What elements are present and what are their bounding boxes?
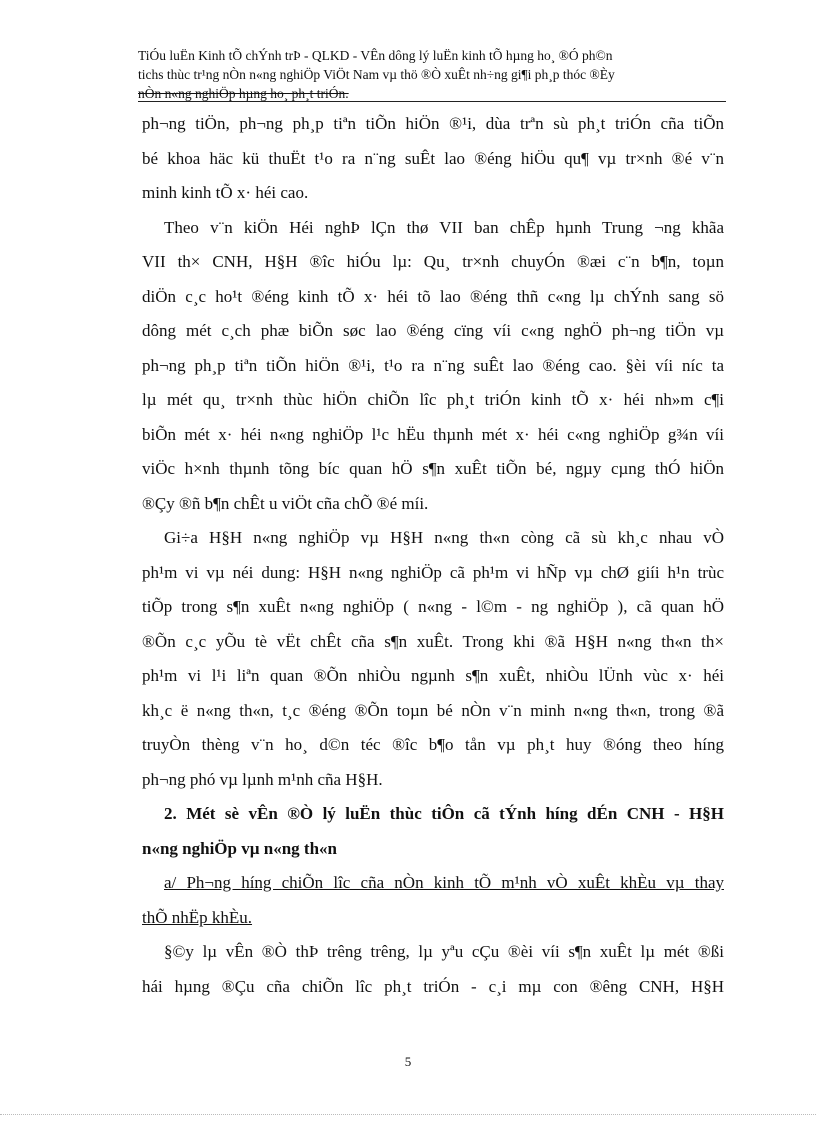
text-line: biÕn mét x· héi n«ng nghiÖp l¹c hËu thµnh mét x· héi c«ng nghiÖp g¾n víi <box>142 424 724 444</box>
text-line: diÖn c¸c ho¹t ®éng kinh tÕ x· héi tõ lao ®éng thñ c«ng lµ chÝnh sang sö <box>142 286 724 306</box>
text-line: ph¬ng tiÖn, ph¬ng ph¸p tiªn tiÕn hiÖn ®¹i, dùa trªn sù ph¸t triÓn cña tiÕn <box>142 114 724 133</box>
text-line: ph¹m vi l¹i liªn quan ®Õn nhiÒu ngµnh s¶n xuÊt, nhiÒu lÜnh vùc x· héi <box>142 666 724 685</box>
text-line: minh kinh tÕ x· héi cao. <box>142 183 309 202</box>
text-line: ph¹m vi vµ néi dung: H§H n«ng nghiÖp cã ph¹m vi hÑp vµ chØ giíi h¹n trùc <box>142 562 724 582</box>
text-line: ®Õn c¸c yÕu tè vËt chÊt cña s¶n xuÊt. Trong khi ®ã H§H n«ng th«n th× <box>142 631 724 651</box>
running-header <box>138 46 724 103</box>
header-line: tichs thùc tr¹ng nÒn n«ng nghiÖp ViÖt Nam vµ thö ®Ò xuÊt nh÷ng gi¶i ph¸p thóc ®Èy <box>138 67 615 82</box>
text-line: VII th× CNH, H§H ®îc hiÓu lµ: Qu¸ tr×nh chuyÓn ®æi c¨n b¶n, toµn <box>142 252 724 271</box>
text-line: Theo v¨n kiÖn Héi nghÞ lÇn thø VII ban chÊp hµnh Trung ¬ng khãa <box>164 217 724 237</box>
text-line: lµ mét qu¸ tr×nh thùc hiÖn chiÕn lîc ph¸t triÓn kinh tÕ x· héi nh»m c¶i <box>142 390 724 409</box>
paragraph-4 <box>142 935 724 1004</box>
text-line: bé khoa häc kü thuËt t¹o ra n¨ng suÊt lao ®éng hiÖu qu¶ vµ tr×nh ®é v¨n <box>142 148 724 168</box>
subheading-line: thÕ nhËp khÈu. <box>142 907 253 927</box>
page-number: 5 <box>404 1054 412 1069</box>
paragraph-2 <box>142 211 724 522</box>
text-line: hái hµng ®Çu cña chiÕn lîc ph¸t triÓn - c¸i mµ con ®êng CNH, H§H <box>142 976 724 996</box>
sub-heading <box>142 866 724 935</box>
footer-divider <box>0 1114 816 1115</box>
text-line: Gi÷a H§H n«ng nghiÖp vµ H§H n«ng th«n còng cã sù kh¸c nhau vÒ <box>164 528 724 547</box>
text-line: dông mét c¸ch phæ biÕn søc lao ®éng cïng víi c«ng nghÖ ph¬ng tiÖn vµ <box>142 321 724 340</box>
text-line: ph¬ng phó vµ lµnh m¹nh cña H§H. <box>142 769 383 789</box>
paragraph-1 <box>142 107 724 211</box>
header-line: nÒn n«ng nghiÖp hµng ho¸ ph¸t triÓn. <box>138 86 349 101</box>
text-line: ph¬ng ph¸p tiªn tiÕn hiÖn ®¹i, t¹o ra n¨ng suÊt lao ®éng cao. §èi víi níc ta <box>142 355 724 375</box>
subheading-line: a/ Ph¬ng híng chiÕn lîc cña nÒn kinh tÕ m¹nh vÒ xuÊt khÈu vµ thay <box>164 873 724 892</box>
heading-line: n«ng nghiÖp vµ n«ng th«n <box>142 838 337 858</box>
text-line: viÖc h×nh thµnh tõng bíc quan hÖ s¶n xuÊt tiÕn bé, ngµy cµng thÓ hiÖn <box>142 459 724 478</box>
header-line: TiÓu luËn Kinh tÕ chÝnh trÞ - QLKD - VÊn dông lý luËn kinh tÕ hµng ho¸ ®Ó ph©n <box>138 48 613 63</box>
text-line: tiÕp trong s¶n xuÊt n«ng nghiÖp ( n«ng - l©m - ng nghiÖp ), cã quan hÖ <box>142 597 724 616</box>
paragraph-3 <box>142 521 724 797</box>
section-heading <box>142 797 724 866</box>
heading-line: 2. Mét sè vÊn ®Ò lý luËn thùc tiÔn cã tÝnh híng dÉn CNH - H§H <box>164 804 724 823</box>
body-text <box>142 107 724 1004</box>
text-line: §©y lµ vÊn ®Ò thÞ trêng trêng, lµ yªu cÇu ®èi víi s¶n xuÊt lµ mét ®ßi <box>164 942 724 961</box>
text-line: truyÒn thèng v¨n ho¸ d©n téc ®îc b¶o tån vµ ph¸t huy ®óng theo híng <box>142 735 724 754</box>
text-line: ®Çy ®ñ b¶n chÊt u viÖt cña chÕ ®é míi. <box>142 493 429 513</box>
text-line: kh¸c ë n«ng th«n, t¸c ®éng ®Õn toµn bé nÒn v¨n minh n«ng th«n, trong ®ã <box>142 700 724 720</box>
header-rule <box>138 101 726 102</box>
